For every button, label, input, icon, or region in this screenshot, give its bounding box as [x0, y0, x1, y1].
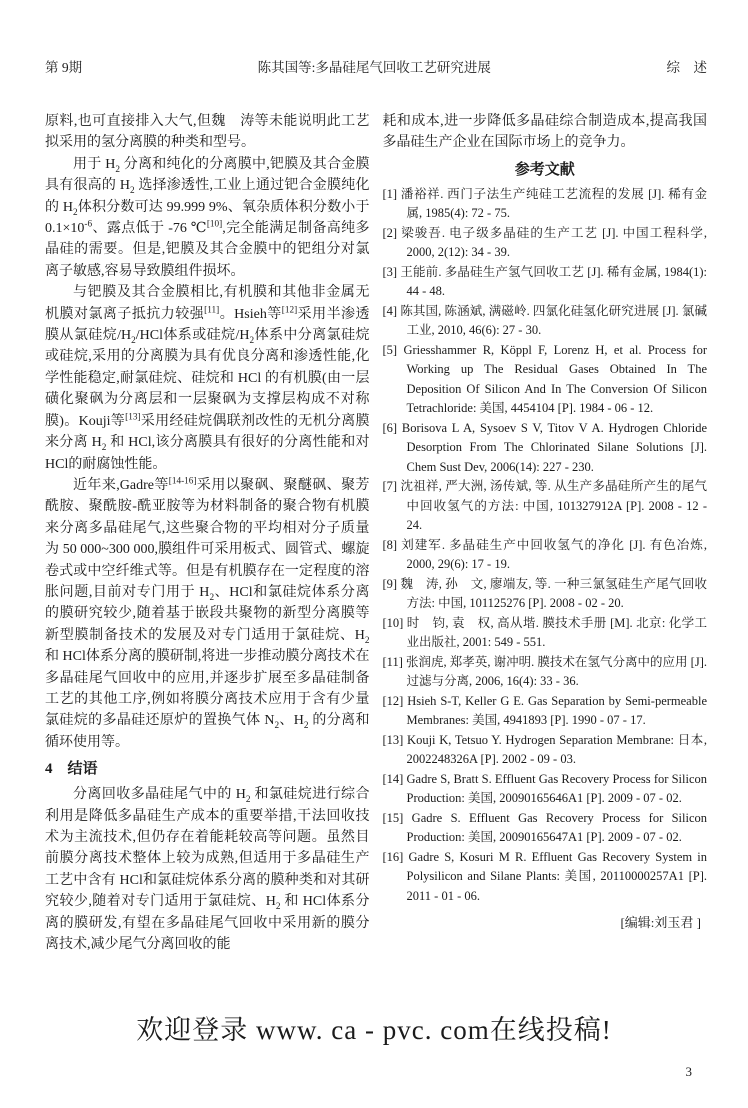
running-head: [45, 60, 707, 76]
reference-item: [2] 梁骏吾. 电子级多晶硅的生产工艺 [J]. 中国工程科学, 2000, 2(12): 34 - 39.: [382, 225, 707, 260]
body-paragraph: 用于 $H_2$ 分离和纯化的分离膜中,钯膜及其合金膜具有很高的 $H_2$ 选择渗透性,工业上通过钯合金膜纯化的 $H_2$体积分数可达 99.999 9%、氧杂质体积分数小于 $0.1\times 10^{-6}$、露点低于 -76 ℃[10],完全能满足制备高纯多晶硅的需要。但是,钯膜及其合金膜中的钯组分对氯离子敏感,容易导致膜组件损坏。: [45, 156, 370, 279]
page-number: 3: [685, 1064, 692, 1079]
reference-item: [1] 潘裕祥. 西门子法生产纯硅工艺流程的发展 [J]. 稀有金属, 1985(4): 72 - 75.: [382, 186, 707, 221]
reference-item: [15] Gadre S. Effluent Gas Recovery Process for Silicon Production: 美国, 20090165647A1 [P]. 2009 - 07 - 02.: [382, 810, 707, 845]
reference-item: [9] 魏 涛, 孙 文, 廖端友, 等. 一种三氯氢硅生产尾气回收方法: 中国, 101125276 [P]. 2008 - 02 - 20.: [382, 576, 707, 611]
body-paragraph: 分离回收多晶硅尾气中的 $H_2$ 和氯硅烷进行综合利用是降低多晶硅生产成本的重要举措,干法回收技术为主流技术,但仍存在着能耗较高等问题。虽然目前膜分离技术整体上较为成熟,但适用于多晶硅生产工艺中含有 HCl和氯硅烷体系分离的膜种类和对其研究较少,随着对专门适用于氯硅烷、$H_2$ 和 HCl体系分离的膜研发,有望在多晶硅尾气回收中采用新的膜分离技术,减少尾气分离回收的能: [45, 787, 370, 953]
reference-item: [11] 张润虎, 郑孝英, 谢冲明. 膜技术在氢气分离中的应用 [J]. 过滤与分离, 2006, 16(4): 33 - 36.: [382, 654, 707, 689]
left-column: [45, 111, 370, 955]
reference-item: [7] 沈祖祥, 严大洲, 汤传斌, 等. 从生产多晶硅所产生的尾气中回收氢气的方法: 中国, 101327912A [P]. 2008 - 12 - 24.: [382, 479, 707, 533]
reference-item: [10] 时 钧, 袁 权, 高从堦. 膜技术手册 [M]. 北京: 化学工业出版社, 2001: 549 - 551.: [382, 615, 707, 650]
reference-item: [13] Kouji K, Tetsuo Y. Hydrogen Separation Membrane: 日本, 2002248326A [P]. 2002 - 09 - 03.: [382, 732, 707, 767]
submission-banner: 欢迎登录 www. ca - pvc. com在线投稿!: [136, 1015, 612, 1045]
section-heading: 4 结语: [45, 761, 98, 778]
reference-item: [8] 刘建军. 多晶硅生产中回收氢气的净化 [J]. 有色冶炼, 2000, 29(6): 17 - 19.: [382, 537, 707, 572]
right-column: [383, 111, 708, 955]
two-column-body: [45, 111, 707, 955]
reference-item: [4] 陈其国, 陈涵斌, 满磁岭. 四氯化硅氢化研究进展 [J]. 氯碱工业, 2010, 46(6): 27 - 30.: [382, 303, 707, 338]
reference-item: [16] Gadre S, Kosuri M R. Effluent Gas Recovery System in Polysilicon and Silane Plants: 美国, 20110000257A1 [P]. 2011 - 01 - 06.: [382, 849, 707, 903]
reference-list: [383, 185, 708, 907]
body-paragraph: 原料,也可直接排入大气,但魏 涛等未能说明此工艺拟采用的氢分离膜的种类和型号。: [45, 114, 370, 151]
body-paragraph: 耗和成本,进一步降低多晶硅综合制造成本,提高我国多晶硅生产企业在国际市场上的竞争力。: [382, 114, 707, 151]
reference-item: [6] Borisova L A, Sysoev S V, Titov V A. Hydrogen Chloride Desorption From The Chlorinated Silane Solutions [J]. Chem Sust Dev, 2006(14): 227 - 230.: [382, 420, 707, 474]
references-title: 参考文献: [514, 161, 575, 178]
running-title: 陈其国等:多晶硅尾气回收工艺研究进展: [257, 60, 491, 75]
issue-label: 第 9期: [45, 60, 83, 75]
reference-item: [12] Hsieh S-T, Keller G E. Gas Separation by Semi-permeable Membranes: 美国, 4941893 [P]. 1990 - 07 - 17.: [382, 693, 707, 728]
reference-item: [3] 王能前. 多晶硅生产氢气回收工艺 [J]. 稀有金属, 1984(1): 44 - 48.: [382, 264, 707, 299]
reference-item: [14] Gadre S, Bratt S. Effluent Gas Recovery Process for Silicon Production: 美国, 20090165646A1 [P]. 2009 - 07 - 02.: [382, 771, 707, 806]
reference-item: [5] Griesshammer R, Köppl F, Lorenz H, et al. Process for Working up The Residual Gases Obtained In The Deposition Of Silicon And In The Conversion Of Silicon Tetrachloride: 美国, 4454104 [P]. 1984 - 06 - 12.: [382, 342, 707, 416]
body-paragraph: 与钯膜及其合金膜相比,有机膜和其他非金属无机膜对氯离子抵抗力较强[11]。Hsieh等[12]采用半渗透膜从氯硅烷$/H_2$/HCl体系或硅烷$/H_2$体系中分离氯硅烷或硅烷,采用的分离膜为具有优良分离和渗透性能,化学性能稳定,耐氯硅烷、硅烷和 HCl 的有机膜(由一层磺化聚砜为分离层和一层聚砜为支撑层构成不对称膜)。Kouji等[13]采用经硅烷偶联剂改性的无机分离膜来分离 $H_2$ 和 HCl,该分离膜具有很好的分离性能和对 HCl的耐腐蚀性能。: [45, 285, 370, 472]
column-label: 综 述: [666, 60, 707, 75]
editor-note: [编辑:刘玉君 ]: [620, 915, 701, 931]
body-paragraph: 近年来,Gadre等[14-16]采用以聚砜、聚醚砜、聚芳酰胺、聚酰胺-酰亚胺等为材料制备的聚合物有机膜来分离多晶硅尾气,这些聚合物的平均相对分子质量为 50 000~300 000,膜组件可采用板式、圆管式、螺旋卷式或中空纤维式等。但是有机膜存在一定程度的溶胀问题,目前对专门用于 $H_2$、HCl和氯硅烷体系分离的膜研究较少,随着基于嵌段共聚物的新型分离膜等新型膜制备技术的发展及对专门适用于氯硅烷、$H_2$ 和 HCl体系分离的膜研制,将进一步推动膜分离技术在多晶硅尾气回收中的应用,并逐步扩展至多晶硅制备工艺的其他工序,例如将膜分离技术应用于含有少量氯硅烷的多晶硅还原炉的置换气体 $N_2$、$H_2$ 的分离和循环使用等。: [45, 475, 370, 750]
